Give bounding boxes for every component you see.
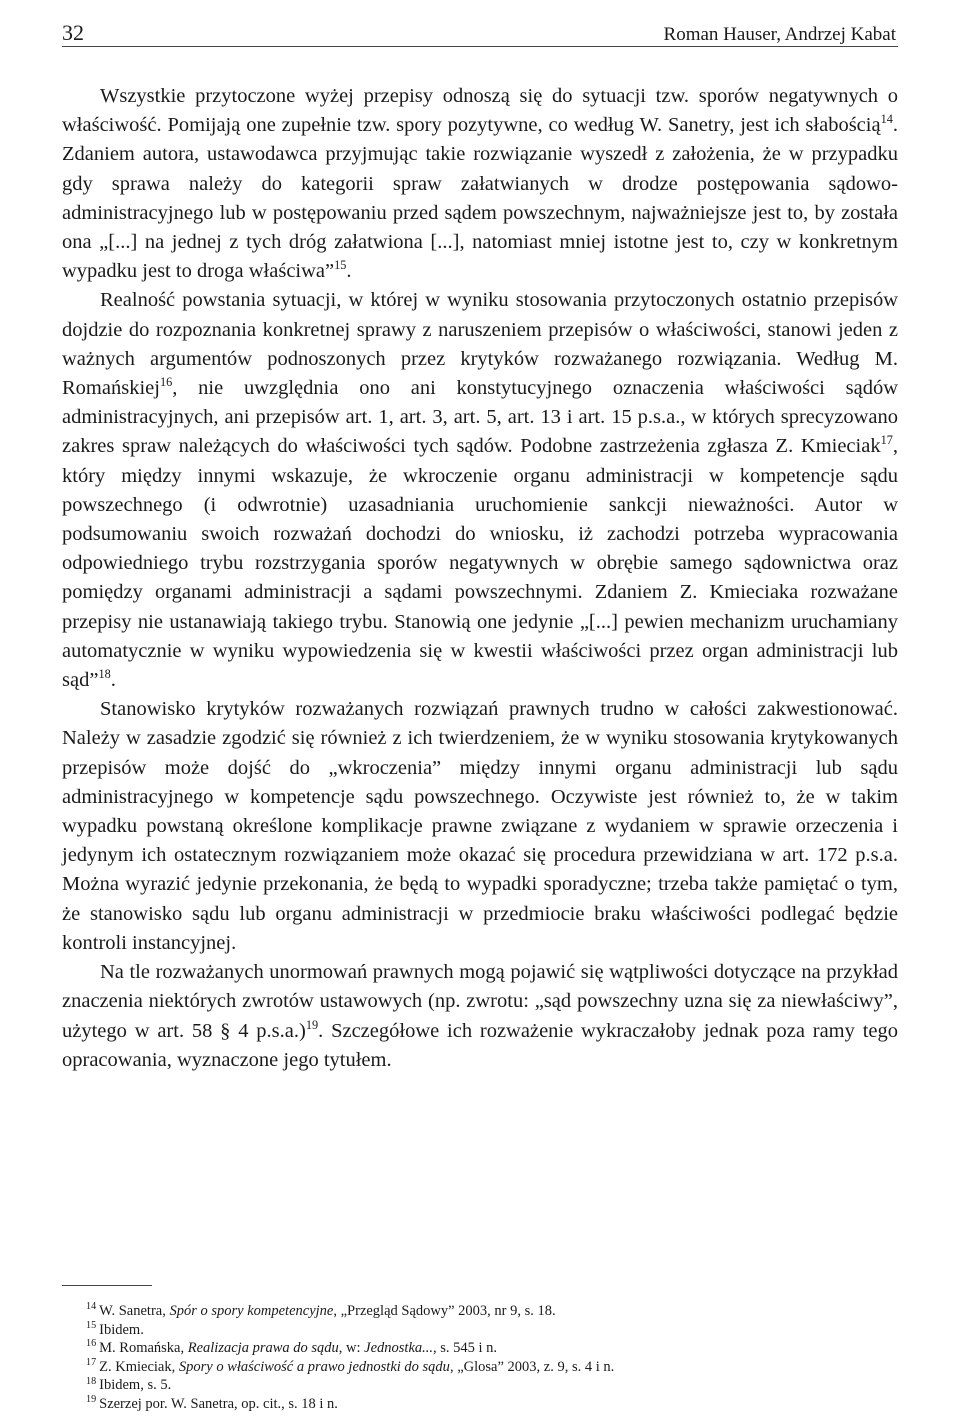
paragraph-text: . Szczegółowe ich rozważenie wykraczałoby jednak poza ramy tego opracowania, wyznaczone jego tytułem. [62,1019,898,1071]
footnote-ref: 14 [880,112,893,127]
footnote-text: Ibidem, s. 5. [99,1377,172,1394]
paragraph-text: Stanowisko krytyków rozważanych rozwiązań prawnych trudno w całości zakwestionować. Należy w zasadzie zgodzić się również z ich twierdzeniem, że w wyniku stosowania krytykowanych przepisów może dojść do „wkroczenia” między innymi organu administracji lub sądu administracyjnego w kompetencje sądu powszechnego. Oczywiste jest również to, że w takim wypadku powstaną określone komplikacje prawne związane z wydaniem w sprawie orzeczenia i jedynym ich ostatecznym rozwiązaniem może okazać się procedura przewidziana w art. 172 p.s.a. Można wyrazić jedynie przekonania, że będą to wypadki sporadyczne; trzeba także pamiętać o tym, że stanowisko sądu lub organu administracji w przedmiocie braku właściwości podlegać będzie kontroli instancyjnej. [62,698,898,954]
page-header [62,16,898,47]
paragraph-text: , nie uwzględnia ono ani konstytucyjnego oznaczenia właściwości sądów administracyjnych, ani przepisów art. 1, art. 3, art. 5, art. 13 i art. 15 p.s.a., w których sprecyzowano zakres spraw należących do właściwości tych sądów. Podobne zastrzeżenia zgłasza Z. Kmieciak [62,377,898,458]
footnote-number: 19 [86,1394,97,1406]
footnotes [86,1302,898,1414]
main-text [62,82,898,1075]
paragraph-3 [62,695,898,958]
footnote-ref: 18 [98,667,111,682]
footnote-number: 16 [86,1338,97,1350]
running-head: Roman Hauser, Andrzej Kabat [663,24,896,45]
paragraph-text: . [110,669,116,692]
paragraph-1 [62,82,898,286]
footnote-text: , s. 545 i n. [433,1340,498,1357]
footnote-number: 14 [86,1301,97,1313]
paragraph-text: Realność powstania sytuacji, w której w wyniku stosowania przytoczonych ostatnio przepisów dojdzie do rozpoznania konkretnej sprawy z naruszeniem przepisów o właściwości, stanowi jeden z ważnych argumentów podnoszonych przez krytyków rozważanego rozwiązania. Według M. Romańskiej [62,289,898,400]
footnote-ref: 19 [305,1017,319,1032]
footnote-18 [86,1376,898,1395]
footnote-title: Realizacja prawa do sądu [187,1340,339,1357]
footnote-text: Z. Kmieciak, [99,1358,179,1375]
footnote-text: , w: [338,1340,365,1357]
footnote-number: 17 [86,1356,97,1368]
footnote-text: Szerzej por. W. Sanetra, op. cit., s. 18 i n. [99,1395,338,1412]
footnote-ref: 16 [159,375,173,390]
footnote-text: , „Glosa” 2003, z. 9, s. 4 i n. [449,1358,615,1375]
footnote-17 [86,1358,898,1377]
paragraph-text: . Zdaniem autora, ustawodawca przyjmując takie rozwiązanie wyszedł z założenia, że w przypadku gdy sprawa należy do kategorii spraw załatwianych w drodze postępowania sądowo-administracyjnego lub w postępowaniu przed sądem powszechnym, najważniejsze jest to, by została ona „[...] na jednej z tych dróg załatwiona [...], natomiast mniej istotne jest to, czy w konkretnym wypadku jest to droga właściwa” [62,114,898,283]
footnote-text: , „Przegląd Sądowy” 2003, nr 9, s. 18. [333,1303,556,1319]
paragraph-text: , który między innymi wskazuje, że wkroczenie organu administracji w kompetencje sądu powszechnego (i odwrotnie) uzasadniania uruchomienie sankcji nieważności. Autor w podsumowaniu swoich rozważań dochodzi do wniosku, iż zachodzi potrzeba wypracowania odpowiedniego trybu rozstrzygania sporów negatywnych w obrębie samego sądownictwa oraz pomiędzy organami administracji a sądami powszechnymi. Zdaniem Z. Kmieciaka rozważane przepisy nie ustanawiają takiego trybu. Stanowią one jedynie „[...] pewien mechanizm uruchamiany automatycznie w wyniku wypowiedzenia się w kwestii właściwości przez organ administracji lub sąd” [62,435,898,692]
footnote-title: Jednostka... [364,1340,434,1357]
footnote-text: Ibidem. [99,1321,144,1338]
footnote-ref: 17 [880,433,893,448]
page-number: 32 [62,20,84,45]
footnote-separator [62,1285,152,1286]
paragraph-text: Na tle rozważanych unormowań prawnych mogą pojawić się wątpliwości dotyczące na przykład znaczenia niektórych zwrotów ustawowych (np. zwrotu: „sąd powszechny uzna się za niewłaściwy”, użytego w art. 58 § 4 p.s.a.) [62,961,898,1042]
footnote-text: M. Romańska, [99,1340,188,1357]
footnote-title: Spory o właściwość a prawo jednostki do sądu [178,1358,450,1375]
footnote-number: 18 [86,1375,97,1387]
footnote-14 [86,1302,898,1321]
paragraph-2 [62,286,898,695]
footnote-15 [86,1321,898,1340]
paragraph-text: Wszystkie przytoczone wyżej przepisy odnoszą się do sytuacji tzw. sporów negatywnych o właściwość. Pomijają one zupełnie tzw. spory pozytywne, co według W. Sanetry, jest ich słabością [62,85,898,137]
footnote-ref: 15 [334,258,347,273]
footnote-title: Spór o spory kompetencyjne [169,1303,334,1319]
footnote-16 [86,1339,898,1358]
footnote-text: W. Sanetra, [99,1303,170,1319]
paragraph-text: . [346,260,352,283]
footnote-19 [86,1395,898,1414]
footnote-number: 15 [86,1319,97,1331]
paragraph-4 [62,958,898,1075]
